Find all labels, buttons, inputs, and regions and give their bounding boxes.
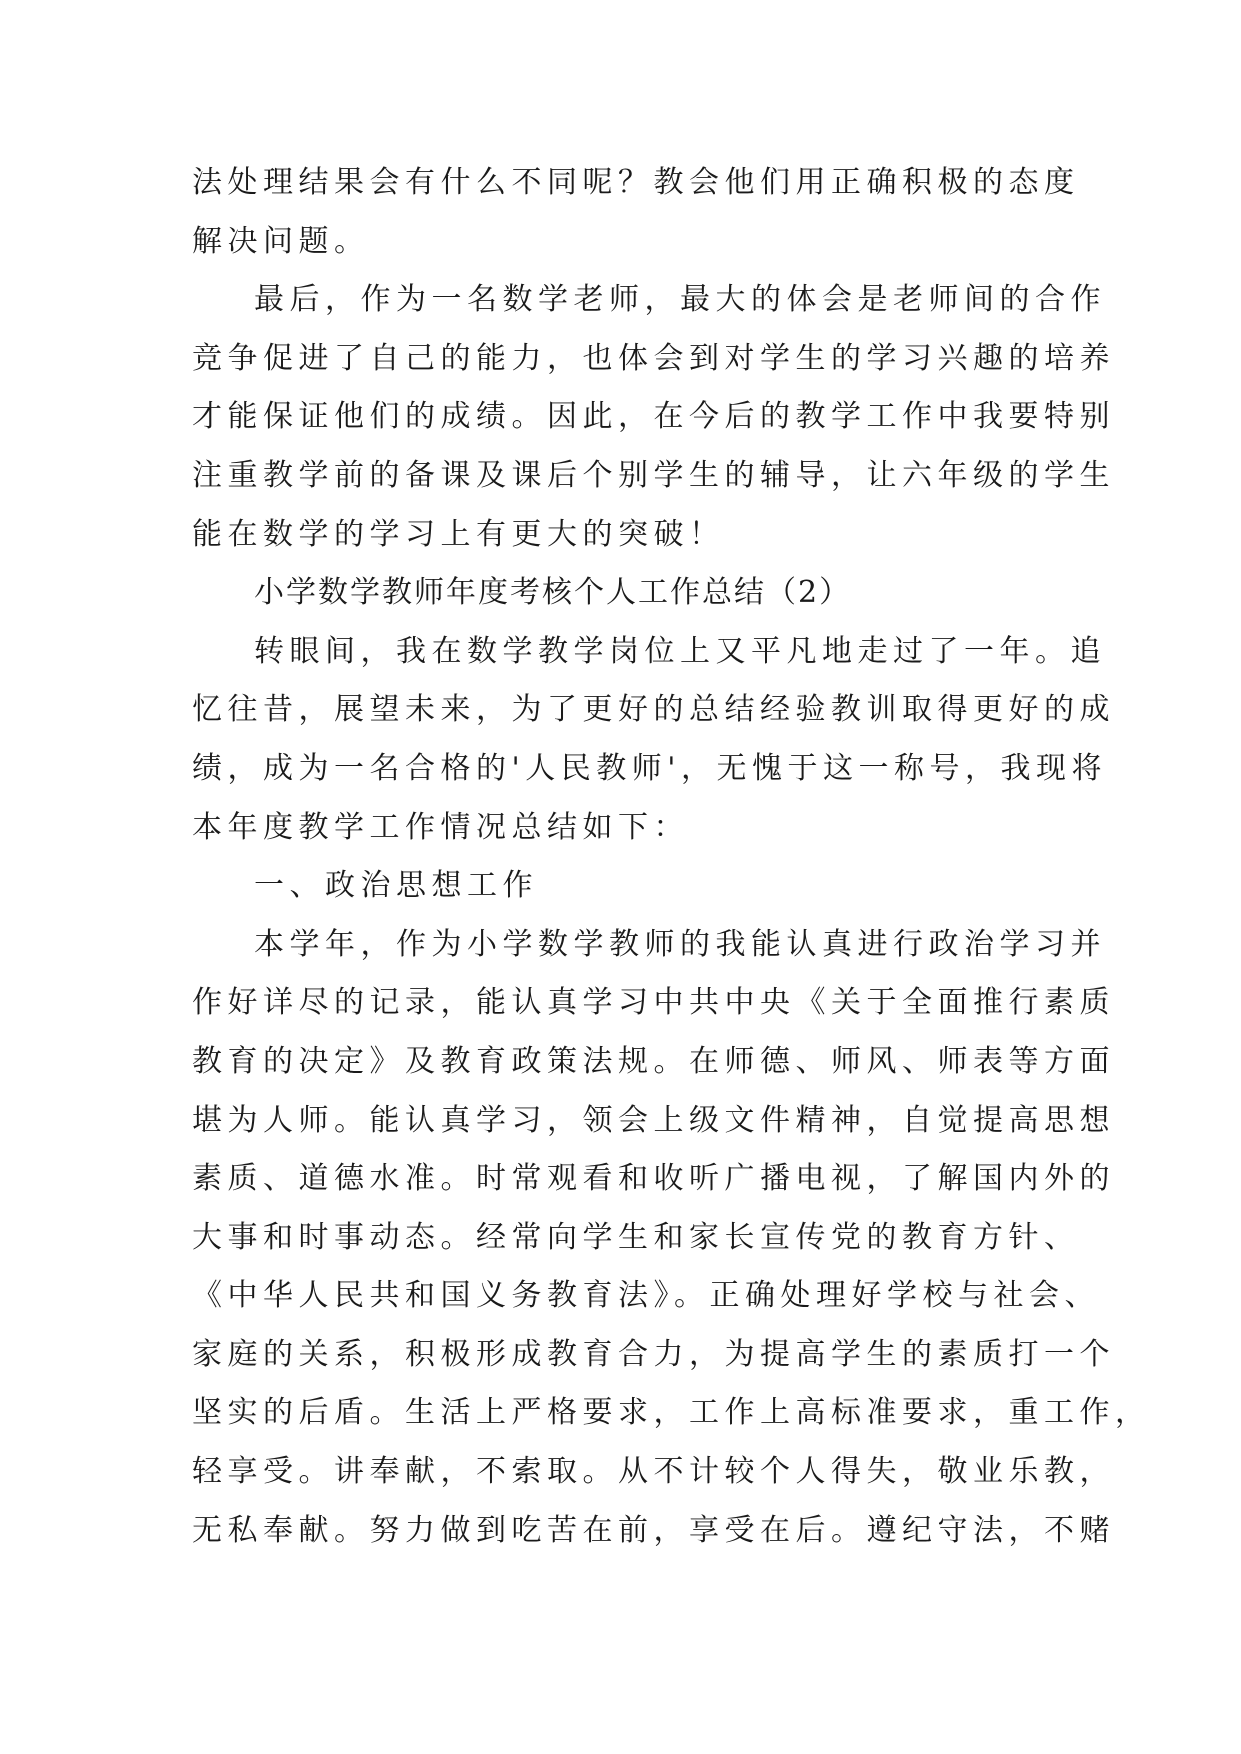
article-title: 小学数学教师年度考核个人工作总结（2） [254, 575, 852, 611]
text-line: 最后，作为一名数学老师，最大的体会是老师间的合作 [254, 282, 1106, 318]
text-line: 法处理结果会有什么不同呢？教会他们用正确积极的态度 [192, 165, 1080, 200]
paragraph-political-work [192, 916, 1151, 1561]
text-line: 作好详尽的记录，能认真学习中共中央《关于全面推行素质 [192, 985, 1115, 1021]
text-line: 素质、道德水准。时常观看和收听广播电视，了解国内外的 [192, 1161, 1115, 1197]
text-line: 才能保证他们的成绩。因此，在今后的教学工作中我要特别 [192, 399, 1115, 435]
text-line: 能在数学的学习上有更大的突破！ [192, 516, 725, 552]
text-line: 无私奉献。努力做到吃苦在前，享受在后。遵纪守法，不赌 [192, 1512, 1115, 1548]
text-line: 竞争促进了自己的能力，也体会到对学生的学习兴趣的培养 [192, 340, 1115, 376]
text-line: 大事和时事动态。经常向学生和家长宣传党的教育方针、 [192, 1219, 1080, 1255]
text-line: 本年度教学工作情况总结如下： [192, 809, 689, 845]
paragraph-continued [192, 154, 1080, 271]
text-line: 绩，成为一名合格的'人民教师'，无愧于这一称号，我现将 [192, 750, 1107, 786]
paragraph-conclusion [192, 271, 1115, 564]
section-heading: 一、政治思想工作 [254, 868, 538, 904]
text-line: 坚实的后盾。生活上严格要求，工作上高标准要求，重工作， [192, 1395, 1151, 1431]
paragraph-intro [192, 623, 1115, 857]
text-line: 解决问题。 [192, 223, 370, 259]
text-line: 忆往昔，展望未来，为了更好的总结经验教训取得更好的成 [192, 692, 1115, 728]
text-line: 轻享受。讲奉献，不索取。从不计较个人得失，敬业乐教， [192, 1454, 1115, 1490]
text-line: 家庭的关系，积极形成教育合力，为提高学生的素质打一个 [192, 1336, 1115, 1372]
text-line: 转眼间，我在数学教学岗位上又平凡地走过了一年。追 [254, 633, 1106, 669]
text-line: 教育的决定》及教育政策法规。在师德、师风、师表等方面 [192, 1043, 1115, 1079]
text-line: 《中华人民共和国义务教育法》。正确处理好学校与社会、 [192, 1278, 1100, 1314]
document-body [192, 154, 1151, 1560]
text-line: 注重教学前的备课及课后个别学生的辅导，让六年级的学生 [192, 457, 1115, 493]
text-line: 堪为人师。能认真学习，领会上级文件精神，自觉提高思想 [192, 1102, 1115, 1138]
text-line: 本学年，作为小学数学教师的我能认真进行政治学习并 [254, 926, 1106, 962]
